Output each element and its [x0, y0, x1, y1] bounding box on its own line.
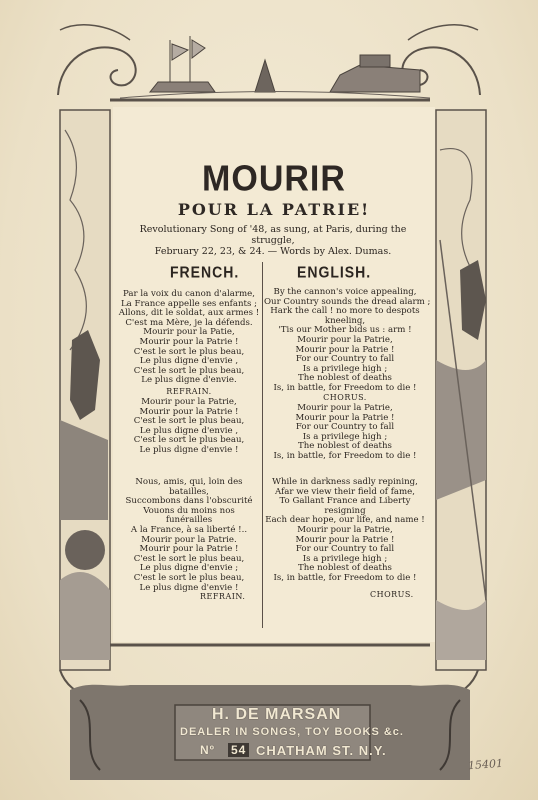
verse-line: For our Country to fall	[295, 422, 395, 433]
song-description	[128, 224, 418, 257]
refrain-label: REFRAIN.	[166, 387, 212, 396]
verse-line: The noblest of deaths	[298, 563, 392, 574]
verse-line: Mourir pour la Patrie.	[141, 534, 237, 545]
verse-line: Is a privilege high ;	[302, 363, 388, 374]
column-divider	[262, 262, 263, 628]
verse-line: For our Country to fall	[295, 544, 395, 555]
english-chorus	[264, 404, 426, 462]
english-verse-2	[264, 478, 426, 584]
verse-line: For our Country to fall	[295, 354, 395, 365]
verse-line: Afar we view their field of fame,	[275, 486, 415, 497]
french-refrain	[118, 398, 260, 456]
verse-line: Allons, dit le soldat, aux armes !	[118, 308, 260, 319]
verse-line: Mourir pour la Patrie !	[295, 412, 395, 423]
verse-line: While in darkness sadly repining,	[272, 477, 418, 487]
verse-line: Mourir pour la Patrie !	[139, 406, 239, 417]
verse-line: C'est le sort le plus beau,	[133, 365, 245, 376]
verse-line: The noblest of deaths	[298, 373, 392, 384]
verse-line: Mourir pour la Patrie,	[141, 397, 237, 407]
verse-line: resigning	[324, 505, 366, 516]
description-line: February 22, 23, & 24. — Words by Alex. Dumas.	[154, 246, 392, 257]
verse-line: Is, in battle, for Freedom to die !	[273, 450, 417, 461]
verse-line: batailles,	[169, 486, 209, 497]
verse-line: La France appelle ses enfants ;	[120, 298, 258, 309]
french-column-header: FRENCH.	[170, 263, 240, 281]
verse-line: Mourir pour la Patie,	[143, 327, 235, 338]
chorus-label: CHORUS.	[323, 393, 367, 402]
verse-line: Mourir pour la Patrie,	[297, 524, 393, 535]
verse-line: Mourir pour la Patrie !	[139, 336, 239, 347]
verse-line: Is, in battle, for Freedom to die !	[273, 572, 417, 583]
verse-line: C'est le sort le plus beau,	[133, 572, 245, 583]
verse-line: The noblest of deaths	[298, 441, 392, 452]
verse-line: Mourir pour la Patrie,	[297, 403, 393, 413]
song-title: MOURIR	[202, 159, 346, 199]
verse-line: Mourir pour la Patrie !	[295, 344, 395, 355]
verse-line: 'Tis our Mother bids us : arm !	[278, 325, 412, 336]
verse-line: Is a privilege high ;	[302, 431, 388, 442]
verse-line: Mourir pour la Patrie !	[139, 544, 239, 555]
verse-line: To Gallant France and Liberty	[279, 496, 411, 507]
verse-line: C'est le sort le plus beau,	[133, 435, 245, 446]
verse-line: Hark the call ! no more to despots	[270, 306, 420, 317]
verse-line: Our Country sounds the dread alarm ;	[264, 296, 431, 307]
french-verse-2	[118, 478, 260, 593]
verse-line: Succombons dans l'obscurité	[125, 496, 253, 507]
description-line: Revolutionary Song of '48, as sung, at Paris, during the struggle,	[139, 224, 407, 246]
verse-line: Each dear hope, our life, and name !	[265, 515, 425, 526]
refrain-end-label: REFRAIN.	[200, 592, 246, 601]
verse-line: C'est le sort le plus beau,	[133, 553, 245, 564]
french-verse-1	[118, 290, 260, 386]
publisher-number: 54	[228, 743, 249, 757]
verse-line: Le plus digne d'envie ,	[139, 425, 239, 436]
verse-line: Le plus digne d'envie ,	[139, 356, 239, 367]
publisher-trade: DEALER IN SONGS, TOY BOOKS &c.	[180, 726, 404, 738]
verse-line: funérailles	[165, 515, 213, 526]
english-column-header: ENGLISH.	[297, 263, 372, 281]
verse-line: C'est le sort le plus beau,	[133, 346, 245, 357]
verse-line: kneeling,	[324, 315, 366, 326]
verse-line: Is a privilege high ;	[302, 553, 388, 564]
right-column-ornament	[436, 110, 486, 670]
verse-line: Le plus digne d'envie.	[141, 375, 237, 386]
verse-line: By the cannon's voice appealing,	[273, 287, 417, 297]
verse-line: Le plus digne d'envie ;	[139, 563, 239, 574]
publisher-name: H. DE MARSAN	[212, 706, 342, 723]
verse-line: Mourir pour la Patrie,	[297, 334, 393, 345]
catalog-number: 15401	[467, 756, 504, 773]
publisher-street: CHATHAM ST. N.Y.	[256, 743, 387, 758]
verse-line: C'est ma Mère, je la défends.	[125, 317, 253, 328]
verse-line: Is, in battle, for Freedom to die !	[273, 382, 417, 393]
publisher-number-label: Nº	[200, 743, 216, 757]
verse-line: Par la voix du canon d'alarme,	[123, 289, 255, 299]
ship-scene	[120, 36, 430, 98]
verse-line: Vouons du moins nos	[143, 505, 235, 516]
verse-line: Le plus digne d'envie !	[139, 582, 239, 593]
verse-line: Mourir pour la Patrie !	[295, 534, 395, 545]
verse-line: A la France, à sa liberté !..	[130, 524, 248, 535]
chorus-end-label: CHORUS.	[370, 590, 414, 599]
english-verse-1	[264, 287, 431, 394]
song-subtitle: POUR LA PATRIE!	[177, 200, 371, 219]
left-column-ornament	[60, 110, 110, 670]
verse-line: Nous, amis, qui, loin des	[135, 477, 243, 487]
verse-line: C'est le sort le plus beau,	[133, 416, 245, 427]
verse-line: Le plus digne d'envie !	[139, 444, 239, 455]
